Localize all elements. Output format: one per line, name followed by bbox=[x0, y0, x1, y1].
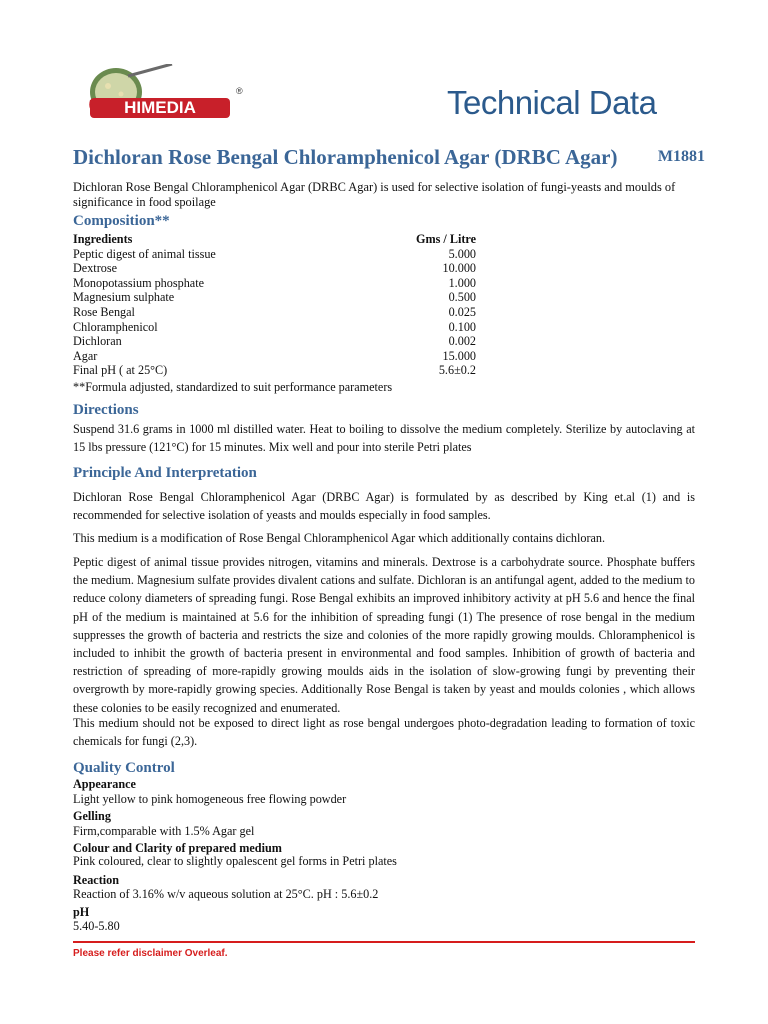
registered-mark: ® bbox=[236, 86, 243, 96]
logo-wordmark: HIMEDIA bbox=[124, 98, 196, 117]
ingredient-amount: 0.002 bbox=[448, 334, 476, 349]
ingredient-name: Chloramphenicol bbox=[73, 319, 158, 334]
qc-label-reaction: Reaction bbox=[73, 873, 120, 887]
composition-heading: Composition** bbox=[73, 213, 170, 229]
table-row bbox=[73, 334, 476, 349]
qc-value-gelling: Firm,comparable with 1.5% Agar gel bbox=[73, 824, 255, 838]
ingredients-column-header: Ingredients bbox=[73, 232, 133, 246]
himedia-logo bbox=[76, 64, 266, 134]
ingredient-amount: 0.500 bbox=[448, 290, 476, 305]
qc-label-colour-clarity: Colour and Clarity of prepared medium bbox=[73, 841, 282, 855]
qc-value-reaction: Reaction of 3.16% w/v aqueous solution at 25°C. pH : 5.6±0.2 bbox=[73, 887, 379, 901]
composition-table bbox=[73, 232, 476, 378]
inoculating-loop-icon bbox=[128, 64, 172, 76]
table-row bbox=[73, 363, 476, 378]
ingredient-name: Monopotassium phosphate bbox=[73, 275, 205, 290]
qc-value-appearance: Light yellow to pink homogeneous free flowing powder bbox=[73, 792, 347, 806]
disclaimer-note: Please refer disclaimer Overleaf. bbox=[73, 948, 228, 959]
composition-header-row bbox=[73, 232, 476, 247]
principle-paragraph-3: Peptic digest of animal tissue provides nitrogen, vitamins and minerals. Dextrose is a carbohydrate source. Phosphate buffers the medium. Magnesium sulfate provides divalent cations and sulfate. Dichloran is an antifungal agent, added to the medium to reduce colony diameters of spreading fungi. Rose Bengal exhibits an improved inhibitory activity at pH 5.6 and hence the final pH of the medium is maintained at 5.6 for the inhibition of spreading fungi (1) The presence of rose bengal in the medium suppresses the growth of bacteria and restricts the size and colonies of the more rapidly growing moulds. Chloramphenicol is included to inhibit the growth of bacteria present in environmental and food samples. Inhibition of growth of bacteria and restriction of spreading of more-rapidly growing moulds aids in the isolation of slow-growing fungi by preventing their overgrowth by more-rapidly growing species. Additionally Rose Bengal is taken by yeast and moulds colonies , which allows these colonies to be easily recognized and enumerated. bbox=[73, 555, 695, 715]
ingredient-amount: 5.6±0.2 bbox=[438, 363, 476, 378]
table-row bbox=[73, 247, 476, 262]
document-type-title: Technical Data bbox=[447, 84, 657, 121]
qc-label-ph: pH bbox=[73, 905, 90, 919]
ingredient-name: Peptic digest of animal tissue bbox=[73, 246, 216, 261]
ingredient-amount: 1.000 bbox=[448, 275, 476, 290]
table-row bbox=[73, 276, 476, 291]
footer-divider bbox=[73, 941, 695, 943]
ingredient-amount: 15.000 bbox=[442, 348, 476, 363]
principle-paragraph-4: This medium should not be exposed to direct light as rose bengal undergoes photo-degradation leading to formation of toxic chemicals for fungi (2,3). bbox=[73, 716, 695, 749]
ingredient-name: Rose Bengal bbox=[73, 304, 135, 319]
ingredient-amount: 0.100 bbox=[448, 319, 476, 334]
directions-text: Suspend 31.6 grams in 1000 ml distilled water. Heat to boiling to dissolve the medium completely. Sterilize by autoclaving at 15 lbs pressure (121°C) for 15 minutes. Mix well and pour into sterile Petri plates bbox=[73, 422, 695, 455]
qc-value-ph: 5.40-5.80 bbox=[73, 919, 120, 933]
table-row bbox=[73, 261, 476, 276]
principle-paragraph-2: This medium is a modification of Rose Bengal Chloramphenicol Agar which additionally contains dichloran. bbox=[73, 531, 606, 545]
ingredient-name: Dextrose bbox=[73, 261, 117, 276]
ingredient-name: Magnesium sulphate bbox=[73, 290, 175, 305]
table-row bbox=[73, 349, 476, 364]
qc-label-appearance: Appearance bbox=[73, 777, 136, 791]
qc-value-colour-clarity: Pink coloured, clear to slightly opalescent gel forms in Petri plates bbox=[73, 854, 397, 868]
qc-label-gelling: Gelling bbox=[73, 809, 111, 823]
table-row bbox=[73, 305, 476, 320]
ingredient-name: Agar bbox=[73, 348, 98, 363]
principle-paragraph-1: Dichloran Rose Bengal Chloramphenicol Agar (DRBC Agar) is formulated by as described by King et.al (1) and is recommended for selective isolation of yeasts and moulds especially in food samples. bbox=[73, 490, 695, 523]
principle-heading: Principle And Interpretation bbox=[73, 465, 257, 481]
ingredient-name: Dichloran bbox=[73, 334, 122, 349]
title-row bbox=[73, 145, 705, 170]
table-row bbox=[73, 320, 476, 335]
table-row bbox=[73, 290, 476, 305]
ingredient-name: Final pH ( at 25°C) bbox=[73, 363, 168, 378]
intro-text: Dichloran Rose Bengal Chloramphenicol Agar (DRBC Agar) is used for selective isolation of fungi-yeasts and moulds of significance in food spoilage bbox=[73, 180, 676, 209]
ingredient-amount: 10.000 bbox=[442, 261, 476, 276]
product-code: M1881 bbox=[657, 148, 705, 165]
ingredient-amount: 0.025 bbox=[448, 304, 476, 319]
product-title: Dichloran Rose Bengal Chloramphenicol Agar (DRBC Agar) bbox=[73, 145, 618, 169]
amount-column-header: Gms / Litre bbox=[415, 232, 476, 246]
quality-control-heading: Quality Control bbox=[73, 760, 175, 776]
ingredient-amount: 5.000 bbox=[448, 246, 476, 261]
directions-heading: Directions bbox=[73, 402, 139, 418]
composition-footnote: **Formula adjusted, standardized to suit performance parameters bbox=[73, 380, 393, 394]
